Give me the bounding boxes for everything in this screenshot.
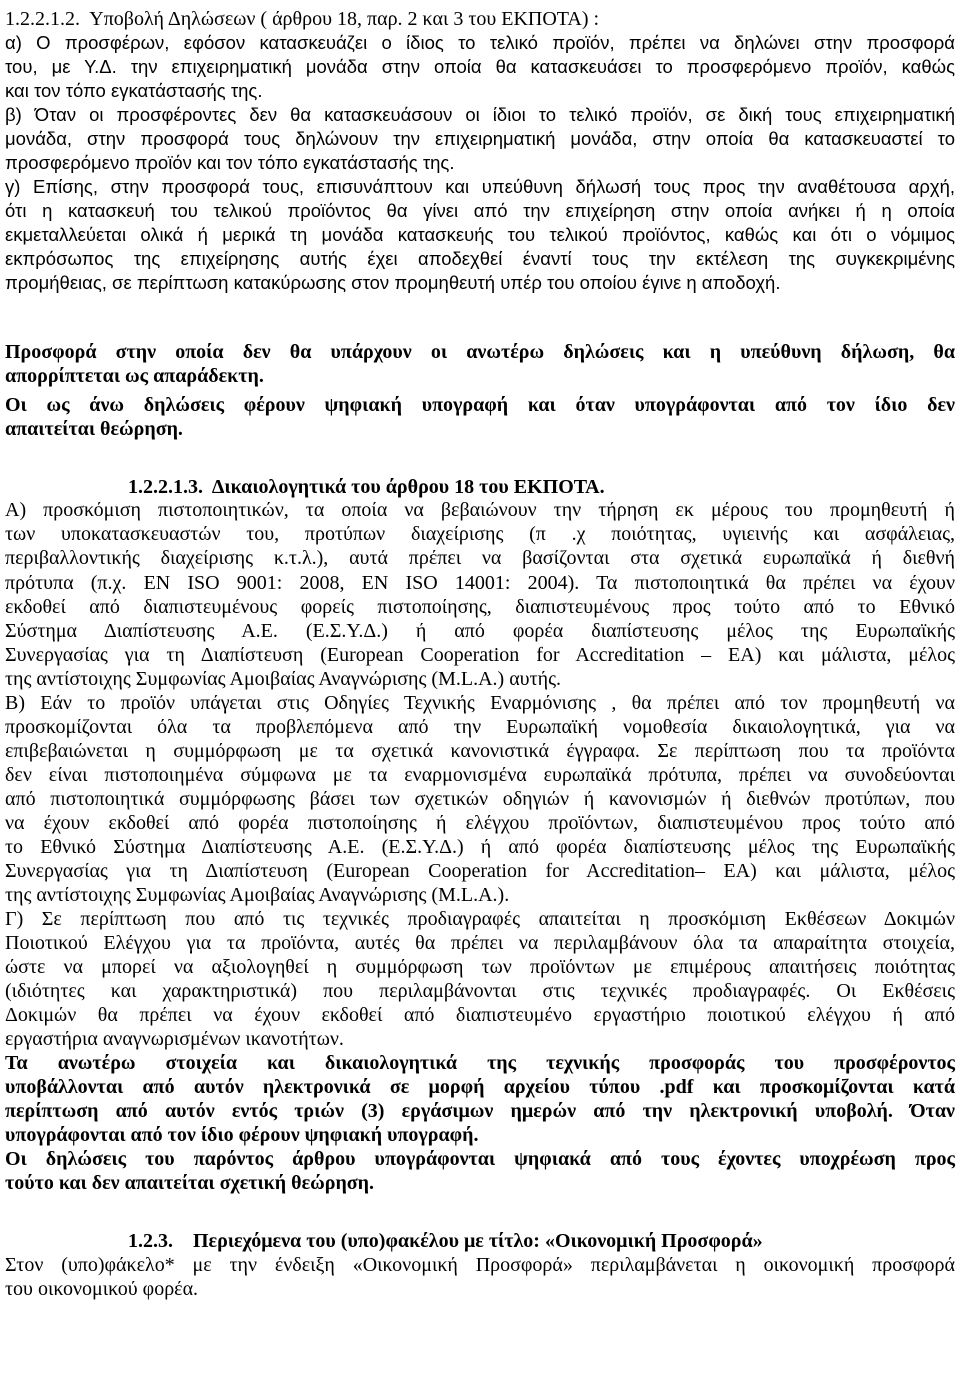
text-line: β) Όταν οι προσφέροντες δεν θα κατασκευάσουν οι ίδιοι το τελικό προϊόν, σε δική τους επιχειρηματική [5,104,955,125]
text-line: από πιστοποιητικά συμμόρφωσης βάσει των σχετικών οδηγιών ή κανονισμών ή διεθνών προτύπων, που [5,788,955,810]
text-line: 1.2.2.1.2. Υποβολή Δηλώσεων ( άρθρου 18, παρ. 2 και 3 του ΕΚΠΟΤΑ) : [5,8,600,30]
text-line: του, με Υ.Δ. την επιχειρηματική μονάδα στην οποία θα κατασκευάσει το προσφερόμενο προϊόν, καθώς [5,56,955,77]
text-line: εκδοθεί από διαπιστευμένους φορείς πιστοποίησης, διαπιστευμένους προς τούτο από το Εθνικό [5,596,955,618]
text-line: μονάδα, στην προσφορά τους δηλώνουν την επιχειρηματική μονάδα, στην οποία θα κατασκευαστεί το [5,128,955,149]
text-line: δεν είναι πιστοποιημένα σύμφωνα με τα εναρμονισμένα ευρωπαϊκά πρότυπα, πρέπει να συνοδεύονται [5,764,955,786]
text-line: Στον (υπο)φάκελο* με την ένδειξη «Οικονομική Προσφορά» περιλαμβάνεται η οικονομική προσφορά [5,1254,955,1276]
bold-text-line: Οι δηλώσεις του παρόντος άρθρου υπογράφονται ψηφιακά από τους έχοντες υποχρέωση προς [5,1148,955,1170]
text-line: Γ) Σε περίπτωση που από τις τεχνικές προδιαγραφές απαιτείται η προσκόμιση Εκθέσεων Δοκιμών [5,908,955,930]
bold-text-line: υπογράφονται από τον ίδιο φέρουν ψηφιακή υπογραφή. [5,1124,479,1146]
bold-text-line: τούτο και δεν απαιτείται σχετική θεώρηση. [5,1172,375,1194]
text-line: Β) Εάν το προϊόν υπάγεται στις Οδηγίες Τεχνικής Εναρμόνισης , θα πρέπει από τον προμηθευτή να [5,692,955,714]
text-line: (ιδιότητες και χαρακτηριστικά) που περιλαμβάνονται στις τεχνικές προδιαγραφές. Οι Εκθέσεις [5,980,955,1002]
text-line: α) Ο προσφέρων, εφόσον κατασκευάζει ο ίδιος το τελικό προϊόν, πρέπει να δηλώνει στην προσφορά [5,32,955,53]
text-line: Σύστημα Διαπίστευσης Α.Ε. (Ε.Σ.Υ.Δ.) ή από φορέα διαπίστευσης μέλος της Ευρωπαϊκής [5,620,955,642]
bold-text-line: περίπτωση από αυτόν εντός τριών (3) εργάσιμων ημερών από την ηλεκτρονική υποβολή. Όταν [5,1100,955,1122]
text-line: της αντίστοιχης Συμφωνίας Αμοιβαίας Αναγνώρισης (M.L.A.) αυτής. [5,668,561,690]
text-line: του οικονομικού φορέα. [5,1278,199,1300]
bold-text-line: 1.2.2.1.3. Δικαιολογητικά του άρθρου 18 του ΕΚΠΟΤΑ. [128,476,605,498]
text-line: Συνεργασίας για τη Διαπίστευση (European Cooperation for Accreditation– EA) και μάλιστα, μέλος [5,860,955,882]
text-line: ώστε να μπορεί να αξιολογηθεί η συμμόρφωση των προϊόντων με επιμέρους απαιτήσεις ποιότητας [5,956,955,978]
bold-text-line: Τα ανωτέρω στοιχεία και δικαιολογητικά της τεχνικής προσφοράς του προσφέροντος [5,1052,955,1074]
text-line: Α) προσκόμιση πιστοποιητικών, τα οποία να βεβαιώνουν την τήρηση εκ μέρους του προμηθευτή ή [5,499,955,521]
bold-text-line: 1.2.3. Περιεχόμενα του (υπο)φακέλου με τίτλο: «Οικονομική Προσφορά» [128,1230,763,1252]
bold-text-line: απορρίπτεται ως απαράδεκτη. [5,365,264,387]
text-line: το Εθνικό Σύστημα Διαπίστευσης Α.Ε. (Ε.Σ.Υ.Δ.) ή από φορέα διαπίστευσης μέλος της Ευρωπαϊκής [5,836,955,858]
bold-text-line: Προσφορά στην οποία δεν θα υπάρχουν οι ανωτέρω δηλώσεις και η υπεύθυνη δήλωση, θα [5,341,955,363]
text-line: προμήθειας, σε περίπτωση κατακύρωσης στον προμηθευτή υπέρ του οποίου έγινε η αποδοχή. [5,272,781,293]
text-line: γ) Επίσης, στην προσφορά τους, επισυνάπτουν και υπεύθυνη δήλωσή τους προς την αναθέτουσα αρχή, [5,176,955,197]
text-line: εκπρόσωπος της επιχείρησης αυτής έχει αποδεχθεί έναντί τους την εκτέλεση της συγκεκριμένης [5,248,955,269]
text-line: προσκομίζονται όλα τα προβλεπόμενα από την Ευρωπαϊκή νομοθεσία δικαιολογητικά, για να [5,716,955,738]
text-line: Συνεργασίας για τη Διαπίστευση (European Cooperation for Accreditation – EA) και μάλιστα, μέλος [5,644,955,666]
text-line: και τον τόπο εγκατάστασής της. [5,80,263,101]
text-line: εργαστήρια αναγνωρισμένων ικανοτήτων. [5,1028,344,1050]
text-line: πρότυπα (π.χ. EN ISO 9001: 2008, EN ISO 14001: 2004). Τα πιστοποιητικά θα πρέπει να έχουν [5,572,955,594]
bold-text-line: υποβάλλονται από αυτόν ηλεκτρονικά σε μορφή αρχείου τύπου .pdf και προσκομίζονται κατά [5,1076,955,1098]
bold-text-line: Οι ως άνω δηλώσεις φέρουν ψηφιακή υπογραφή και όταν υπογράφονται από τον ίδιο δεν [5,394,955,416]
text-line: Ποιοτικού Ελέγχου για τα προϊόντα, αυτές θα πρέπει να περιλαμβάνουν όλα τα απαραίτητα στοιχεία, [5,932,955,954]
text-line: να έχουν εκδοθεί από φορέα πιστοποίησης ή ελέγχου προϊόντων, διαπιστευμένου προς τούτο από [5,812,955,834]
text-line: εκμεταλλεύεται ολικά ή μερικά τη μονάδα κατασκευής του τελικού προϊόντος, καθώς και ότι ο νόμιμος [5,224,955,245]
text-line: Δοκιμών θα πρέπει να έχουν εκδοθεί από διαπιστευμένο εργαστήριο ποιοτικού ελέγχου ή από [5,1004,955,1026]
text-line: ότι η κατασκευή του τελικού προϊόντος θα γίνει από την επιχείρηση στην οποία ανήκει ή η οποία [5,200,955,221]
text-line: της αντίστοιχης Συμφωνίας Αμοιβαίας Αναγνώρισης (M.L.A.). [5,884,510,906]
text-line: των υποκατασκευαστών του, προτύπων διαχείρισης (π .χ ποιότητας, υγιεινής και ασφάλειας, [5,523,955,545]
text-line: επιβεβαιώνεται η συμμόρφωση με τα σχετικά κανονιστικά έγγραφα. Σε περίπτωση που τα προϊόντα [5,740,955,762]
text-line: περιβαλλοντικής διαχείρισης κ.τ.λ.), αυτά πρέπει να βασίζονται στα σχετικά ευρωπαϊκά ή διεθνή [5,547,955,569]
text-line: προσφερόμενο προϊόν και τον τόπο εγκατάστασής της. [5,152,455,173]
bold-text-line: απαιτείται θεώρηση. [5,418,183,440]
